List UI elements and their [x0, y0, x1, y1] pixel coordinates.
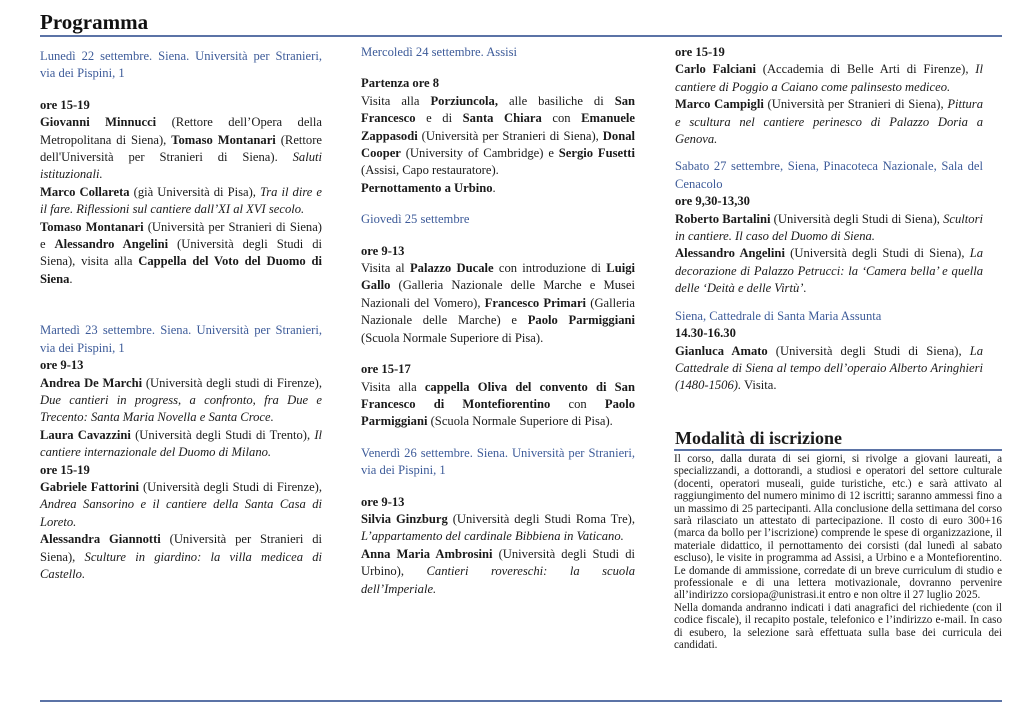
day-heading: Mercoledì 24 settembre. Assisi	[361, 45, 517, 59]
time-slot: ore 9-13	[361, 243, 405, 258]
affiliation: (Università per Stranieri di Siena),	[40, 532, 322, 564]
speaker-name: Alessandra Giannotti	[40, 532, 161, 547]
speaker-name: Emanuele Zappasodi	[361, 111, 636, 143]
speaker-name: Paolo Parmiggiani	[527, 313, 635, 328]
talk-title: Il cantiere internazionale del Duomo di Milano.	[40, 427, 323, 460]
speaker-name: Alessandro Angelini	[54, 237, 169, 252]
punct: .	[492, 180, 496, 195]
day-heading: Venerdì 26 settembre. Siena. Università per Stranieri, via dei Pispini, 1	[361, 445, 635, 478]
talk-title: Tra il dire e il fare. Riflessioni sul cantiere dall’XI al XVI secolo.	[40, 184, 322, 217]
affiliation: (Galleria Nazionale delle Marche) e	[361, 295, 635, 328]
talk-title: Cantieri rovereschi: la scuola dell’Imperiale.	[361, 564, 635, 596]
affiliation: (Università per Stranieri di Siena) e	[40, 219, 322, 252]
overnight: Pernottamento a Urbino	[361, 180, 493, 195]
affiliation: (Accademia di Belle Arti di Firenze),	[755, 62, 976, 77]
affiliation: (Assisi, Capo restauratore).	[361, 163, 499, 178]
day-heading: Giovedì 25 settembre	[361, 212, 470, 227]
speaker-name: Andrea De Marchi	[40, 375, 143, 390]
text: Visita al	[361, 261, 410, 276]
time-slot: 14.30-16.30	[675, 326, 736, 341]
talk-title: Il cantiere di Poggio a Caiano come palinsesto mediceo.	[675, 62, 983, 94]
speaker-name: Silvia Ginzburg	[361, 511, 448, 526]
affiliation: (Università degli studi di Firenze),	[142, 375, 322, 390]
speaker-name: Tomaso Montanari	[171, 132, 276, 147]
talk-title: Due cantieri in progress, a confronto, fra Due e Trecento: Santa Maria Novella e Santa Croce.	[40, 392, 322, 425]
affiliation: (Università degli Studi di Siena),	[770, 211, 944, 226]
program-entry	[675, 96, 983, 148]
program-entry	[361, 511, 635, 546]
affiliation: (Università degli Studi Roma Tre),	[447, 511, 636, 526]
speaker-name: Sergio Fusetti	[558, 146, 635, 161]
visit-place: Cappella del Voto del Duomo di Siena	[40, 254, 322, 286]
text: Visita alla	[361, 93, 431, 108]
program-entry	[675, 343, 983, 395]
page-title: Programma	[40, 10, 149, 34]
time-slot: ore 9,30-13,30	[675, 194, 750, 209]
day-heading: Martedì 23 settembre. Siena. Università per Stranieri, via dei Pispini, 1	[40, 323, 322, 355]
visit-place: Palazzo Ducale	[409, 261, 494, 276]
day-heading: Sabato 27 settembre, Siena, Pinacoteca Nazionale, Sala del Cenacolo	[675, 159, 983, 191]
program-entry	[361, 93, 635, 180]
visit-note: Visita.	[741, 378, 777, 393]
column-2	[361, 44, 635, 598]
speaker-name: Marco Collareta	[40, 184, 130, 199]
visit-place: cappella Oliva del convento di San Francesco di Montefiorentino	[361, 379, 635, 411]
affiliation: (University of Cambridge) e	[400, 146, 559, 161]
time-slot: ore 15-19	[675, 45, 725, 59]
text: e di	[415, 111, 463, 126]
affiliation: (Università degli Studi di Urbino),	[361, 546, 635, 579]
talk-title: Saluti istituzionali.	[40, 150, 322, 182]
program-entry	[40, 375, 322, 427]
footer-rule	[40, 700, 1002, 702]
speaker-name: Laura Cavazzini	[40, 427, 131, 442]
day-heading: Siena, Cattedrale di Santa Maria Assunta	[675, 308, 882, 323]
header-rule	[40, 35, 1002, 37]
speaker-name: Gianluca Amato	[675, 343, 768, 358]
time-slot: ore 9-13	[40, 358, 84, 373]
program-entry	[40, 219, 322, 289]
speaker-name: Gabriele Fattorini	[40, 479, 140, 494]
column-1	[40, 48, 322, 583]
speaker-name: Tomaso Montanari	[40, 219, 144, 234]
program-entry	[361, 260, 635, 347]
affiliation: (Galleria Nazionale delle Marche e Musei Nazionali del Vomero),	[361, 278, 635, 310]
time-slot: ore 15-19	[40, 97, 90, 112]
affiliation: (Università degli Studi di Siena),	[767, 343, 970, 358]
program-entry	[361, 180, 635, 197]
speaker-name: Carlo Falciani	[675, 62, 756, 77]
speaker-name: Donal Cooper	[361, 128, 635, 161]
talk-title: La decorazione di Palazzo Petrucci: la ‘Camera bella’ e quella delle ‘Deità e delle Virtù’.	[675, 246, 983, 296]
speaker-name: Alessandro Angelini	[675, 246, 785, 261]
visit-place: San Francesco	[361, 93, 635, 126]
program-entry	[675, 61, 983, 96]
speaker-name: Roberto Bartalini	[675, 211, 771, 226]
program-entry	[40, 427, 322, 462]
affiliation: (Università per Stranieri di Siena),	[763, 97, 948, 112]
text: con	[550, 396, 605, 411]
speaker-name: Francesco Primari	[484, 295, 587, 310]
affiliation: (Università degli Studi di Firenze),	[139, 479, 323, 494]
program-entry	[40, 114, 322, 184]
affiliation: (già Università di Pisa),	[129, 184, 260, 199]
punct: .	[69, 271, 73, 286]
program-entry	[675, 245, 983, 297]
text: con introduzione di	[493, 261, 607, 276]
time-slot: ore 9-13	[361, 494, 405, 509]
talk-title: Andrea Sansorino e il cantiere della Santa Casa di Loreto.	[40, 497, 322, 529]
enrollment-text	[674, 449, 1002, 695]
talk-title: Pittura e scultura nel cantiere perinesco di Palazzo Doria a Genova.	[675, 97, 983, 147]
speaker-name: Marco Campigli	[675, 97, 764, 112]
affiliation: (Università degli Studi di Siena), visita alla	[40, 237, 322, 269]
time-slot: ore 15-19	[40, 462, 90, 477]
affiliation: (Università per Stranieri di Siena),	[417, 128, 603, 143]
enrollment-title: Modalità di iscrizione	[675, 428, 842, 448]
enrollment-paragraph: Nella domanda andranno indicati i dati anagrafici del richiedente (con il codice fiscale), il recapito postale, telefonico e l’indirizzo e-mail. In caso di esubero, la selezione sarà effettuata sulla base dei curricula dei candidati.	[674, 601, 1002, 652]
talk-title: L’appartamento del cardinale Bibbiena in Vaticano.	[361, 529, 624, 544]
speaker-name: Luigi Gallo	[361, 261, 635, 293]
text: Visita alla	[361, 379, 425, 394]
program-entry	[361, 379, 635, 431]
affiliation: (Rettore dell'Università per Stranieri di Siena).	[40, 132, 322, 165]
talk-title: La Cattedrale di Siena al tempo dell’operaio Alberto Aringhieri (1480-1506).	[675, 343, 983, 393]
speaker-name: Paolo Parmiggiani	[361, 396, 635, 429]
program-entry	[361, 546, 635, 598]
program-entry	[40, 531, 322, 583]
departure: Partenza ore 8	[361, 76, 440, 91]
affiliation: (Rettore dell’Opera della Metropolitana di Siena),	[40, 115, 322, 147]
program-entry	[40, 184, 322, 219]
enrollment-paragraph: Il corso, dalla durata di sei giorni, si rivolge a giovani laureati, a specializzandi, a dottorandi, a studiosi e operatori del settore culturale (docenti, operatori museali, guide turistiche, etc.) e sarà attivato al raggiungimento del numero minimo di 12 iscritti; saranno ammessi fino a un massimo di 25 partecipanti. Alla conclusione della settimana del corso sarà rilasciato un attestato di partecipazione. Il costo di euro 300+16 (marca da bollo per l’iscrizione) comprende le spese di organizzazione, il materiale didattico, il pernottamento dei corsisti (dal lunedì al sabato escluso), le visite in programma ad Assisi, a Urbino e a Montefiorentino. Le domande di ammissione, corredate di un breve curriculum di studio e professionale e di una lettera motivazionale, dovranno pervenire all’indirizzo corsiopa@unistrasi.it entro e non oltre il 27 luglio 2025.	[674, 453, 1002, 602]
visit-place: Santa Chiara	[462, 111, 542, 126]
time-slot: ore 15-17	[361, 362, 411, 377]
talk-title: Scultori in cantiere. Il caso del Duomo di Siena.	[675, 211, 983, 244]
column-3	[675, 44, 983, 395]
visit-place: Porziuncola,	[430, 93, 498, 108]
speaker-name: Giovanni Minnucci	[40, 115, 157, 130]
day-heading: Lunedì 22 settembre. Siena. Università per Stranieri, via dei Pispini, 1	[40, 49, 322, 81]
text: con	[541, 111, 582, 126]
program-entry	[675, 211, 983, 246]
text: alle basiliche di	[498, 93, 615, 108]
affiliation: (Scuola Normale Superiore di Pisa).	[361, 330, 544, 345]
program-entry	[40, 479, 322, 531]
affiliation: (Università degli Studi di Trento),	[130, 427, 315, 442]
speaker-name: Anna Maria Ambrosini	[361, 546, 493, 561]
affiliation: (Scuola Normale Superiore di Pisa).	[427, 414, 613, 429]
talk-title: Sculture in giardino: la villa medicea di Castello.	[40, 549, 322, 581]
affiliation: (Università degli Studi di Siena),	[784, 246, 970, 261]
